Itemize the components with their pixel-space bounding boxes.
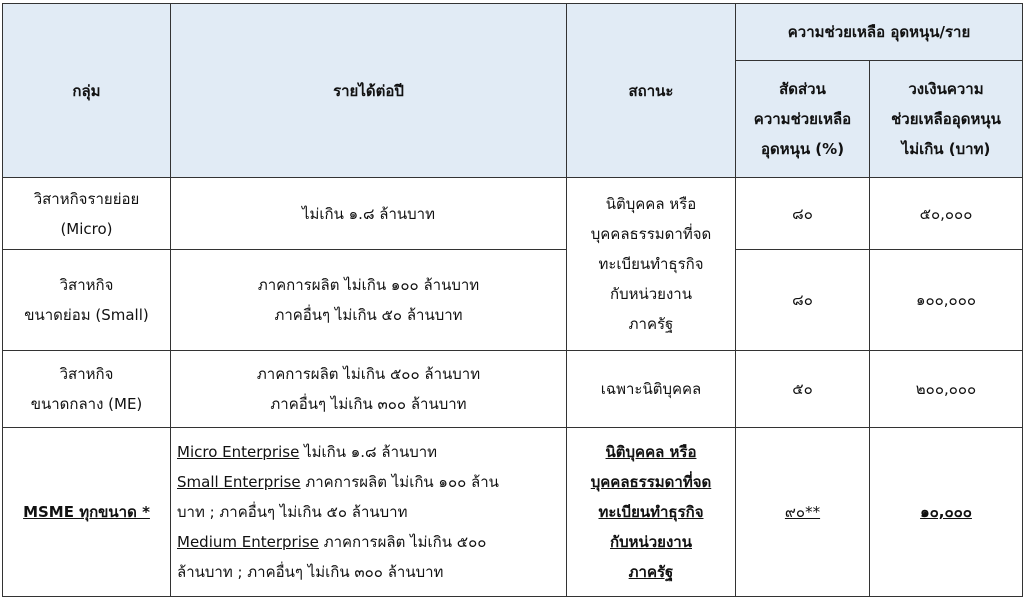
table-row [3, 351, 1023, 428]
header-limit: วงเงินความ ช่วยเหลืออุดหนุน ไม่เกิน (บาท) [870, 61, 1023, 178]
limit-cell: ๕๐,๐๐๐ [870, 178, 1023, 250]
group-cell [3, 428, 171, 597]
group-cell: วิสาหกิจ ขนาดกลาง (ME) [3, 351, 171, 428]
table-row [3, 178, 1023, 250]
group-cell: วิสาหกิจรายย่อย (Micro) [3, 178, 171, 250]
ratio-cell: ๘๐ [736, 178, 870, 250]
group-cell: วิสาหกิจ ขนาดย่อม (Small) [3, 250, 171, 351]
income-cell: ภาคการผลิต ไม่เกิน ๑๐๐ ล้านบาท ภาคอื่นๆ ไม่เกิน ๕๐ ล้านบาท [171, 250, 567, 351]
header-status: สถานะ [567, 4, 736, 178]
header-support: ความช่วยเหลือ อุดหนุน/ราย [736, 4, 1023, 61]
small-enterprise-label: Small Enterprise [177, 473, 301, 491]
table-row [3, 250, 1023, 351]
msme-support-table [2, 3, 1023, 597]
header-income: รายได้ต่อปี [171, 4, 567, 178]
status-cell: นิติบุคคล หรือ บุคคลธรรมดาที่จด ทะเบียนทำธุรกิจ กับหน่วยงาน ภาครัฐ [567, 178, 736, 351]
limit-cell: ๑๐๐,๐๐๐ [870, 250, 1023, 351]
income-cell: Micro Enterprise ไม่เกิน ๑.๘ ล้านบาท Small Enterprise ภาคการผลิต ไม่เกิน ๑๐๐ ล้าน บาท ; ภาคอื่นๆ ไม่เกิน ๕๐ ล้านบาท Medium Enterprise ภาคการผลิต ไม่เกิน ๕๐๐ ล้านบาท ; ภาคอื่นๆ ไม่เกิน ๓๐๐ ล้านบาท [171, 428, 567, 597]
header-ratio: สัดส่วน ความช่วยเหลือ อุดหนุน (%) [736, 61, 870, 178]
micro-enterprise-label: Micro Enterprise [177, 443, 300, 461]
income-cell: ไม่เกิน ๑.๘ ล้านบาท [171, 178, 567, 250]
medium-enterprise-label: Medium Enterprise [177, 533, 319, 551]
header-group: กลุ่ม [3, 4, 171, 178]
limit-cell: ๒๐๐,๐๐๐ [870, 351, 1023, 428]
table-row [3, 428, 1023, 597]
msme-label: MSME ทุกขนาด * [23, 503, 150, 521]
ratio-cell: ๘๐ [736, 250, 870, 351]
status-cell: เฉพาะนิติบุคคล [567, 351, 736, 428]
ratio-cell: ๙๐** [736, 428, 870, 597]
ratio-cell: ๕๐ [736, 351, 870, 428]
limit-cell: ๑๐,๐๐๐ [870, 428, 1023, 597]
status-cell: นิติบุคคล หรือ บุคคลธรรมดาที่จด ทะเบียนทำธุรกิจ กับหน่วยงาน ภาครัฐ [567, 428, 736, 597]
income-cell: ภาคการผลิต ไม่เกิน ๕๐๐ ล้านบาท ภาคอื่นๆ ไม่เกิน ๓๐๐ ล้านบาท [171, 351, 567, 428]
